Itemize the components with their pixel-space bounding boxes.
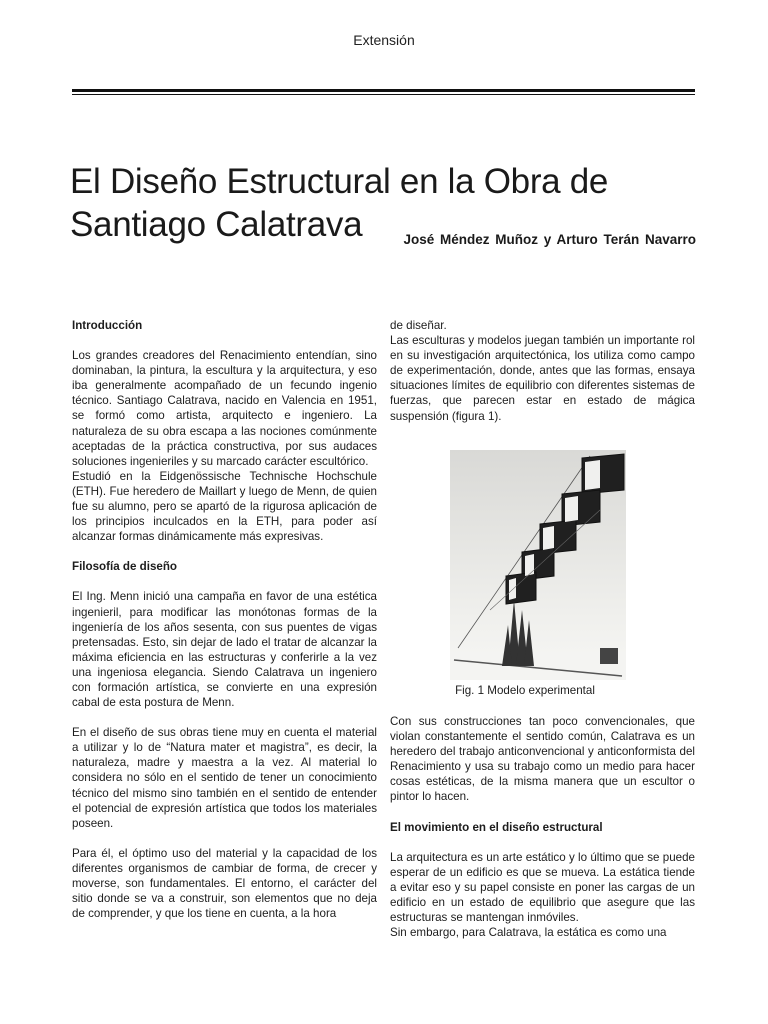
- model-photo: [450, 450, 626, 680]
- right-column-top: [390, 318, 695, 424]
- heading-filosofia: Filosofía de diseño: [72, 560, 178, 574]
- right-column-bottom: [390, 714, 695, 940]
- figure-caption: Fig. 1 Modelo experimental: [455, 684, 595, 697]
- article-authors: José Méndez Muñoz y Arturo Terán Navarro: [403, 232, 696, 247]
- left-column: [72, 318, 377, 921]
- article-title: El Diseño Estructural en la Obra de Santiago Calatrava: [70, 162, 609, 245]
- paragraph: Los grandes creadores del Renacimiento entendían, sino dominaban, la pintura, la escultura y la arquitectura, y eso iba generalmente acompañado de un fecundo ingenio técnico. Santiago Calatrava, nacido en Valencia en 1951, se formó como artista, arquitecto e ingeniero. La naturaleza de su obra escapa a las nociones comúnmente aceptadas de la práctica constructiva, por sus audaces soluciones ingenieriles y su marcado carácter escultórico.: [72, 349, 377, 468]
- heading-movimiento: El movimiento en el diseño estructural: [390, 820, 603, 834]
- heading-introduccion: Introducción: [72, 319, 143, 332]
- header-rule-thick: [72, 89, 695, 92]
- paragraph: La arquitectura es un arte estático y lo último que se puede esperar de un edificio es que se mueva. La estática tiende a evitar eso y su papel consiste en poner las cargas de un edificio en un estado de equilibrio que asegure que las estructuras se mantengan inmóviles.: [390, 850, 695, 925]
- paragraph: Con sus construcciones tan poco convencionales, que violan constantemente el sentido común, Calatrava es un heredero del trabajo anticonvencional y anticonformista del Renacimiento y usa su trabajo como un medio para hacer cosas estéticas, de la misma manera que un escultor o pintor lo hacen.: [390, 715, 695, 804]
- paragraph: Estudió en la Eidgenössische Technische Hochschule (ETH). Fue heredero de Maillart y luego de Menn, de quien fue su alumno, pero se apartó de la rigurosa aplicación de los principios inculcados en la ETH, para poder así alcanzar formas dinámicamente más expresivas.: [72, 469, 377, 544]
- section-label: Extensión: [353, 32, 415, 48]
- paragraph: Para él, el óptimo uso del material y la capacidad de los diferentes organismos de cambiar de forma, de crecer y moverse, son fundamentales. El entorno, el carácter del sitio donde se va a construir, son elementos que no deja de comprender, y que los tiene en cuenta, a la hora: [72, 846, 377, 921]
- figure-experimental-model: [450, 450, 626, 680]
- paragraph: En el diseño de sus obras tiene muy en cuenta el material a utilizar y lo de “Natura mater et magistra”, es decir, la naturaleza, madre y maestra a la vez. Al material lo considera no sólo en el sentido de tener un conocimiento técnico del mismo sino también en el sentido de entender el potencial de expresión artística que todos los materiales poseen.: [72, 726, 377, 830]
- header-rule-thin: [72, 94, 695, 95]
- paragraph: de diseñar.: [390, 319, 447, 332]
- paragraph: Las esculturas y modelos juegan también un importante rol en su investigación arquitectónica, los utiliza como campo de experimentación, donde, antes que las formas, ensaya situaciones límites de equilibrio con diferentes sistemas de fuerzas, que parecen estar en estado de mágica suspensión (figura 1).: [390, 334, 695, 423]
- paragraph: Sin embargo, para Calatrava, la estática es como una: [390, 926, 667, 940]
- paragraph: El Ing. Menn inició una campaña en favor de una estética ingenieril, para modificar las monótonas formas de la ingeniería de los años sesenta, con sus puentes de vigas pretensadas. Esto, sin dejar de lado el tratar de alcanzar la máxima eficiencia en las estructuras y conferirle a la vez una ingeniosa elegancia. Siendo Calatrava un ingeniero con formación artística, se convierte en una expresión cabal de esta postura de Menn.: [72, 590, 377, 710]
